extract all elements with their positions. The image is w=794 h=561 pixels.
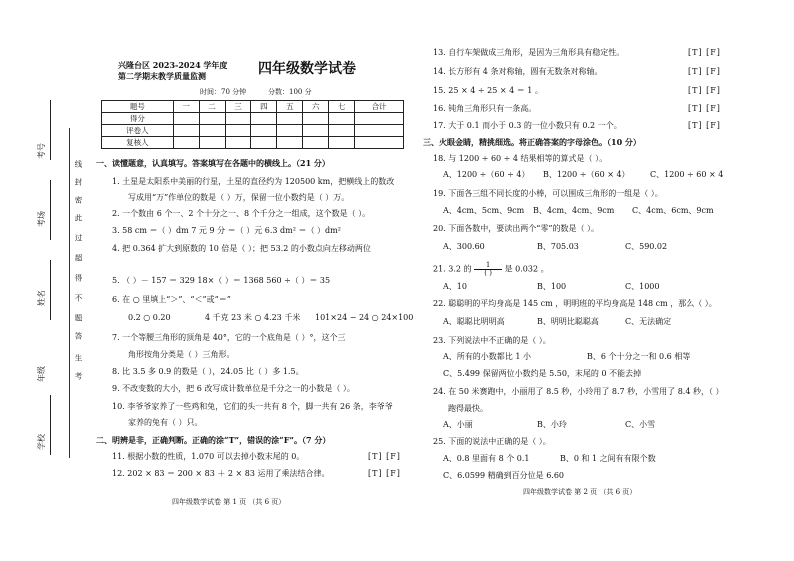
- question-6-b: 4 千克 23 米 ○ 4.23 千米: [205, 313, 301, 322]
- question-3: 3. 58 cm ＝（ ）dm 7 元 9 分 ＝（ ）元 6.3 dm² ＝（ ）dm²: [112, 226, 341, 235]
- score-cell[interactable]: [173, 137, 199, 149]
- score-cell[interactable]: [251, 137, 277, 149]
- question-11: 11. 根据小数的性质，1.070 可以去掉小数末尾的 0。: [112, 452, 305, 461]
- label-school: 学校: [37, 434, 46, 450]
- question-23: 23. 下列说法中不正确的是（ ）。: [433, 336, 551, 345]
- tf-choice-13[interactable]: [T] [F]: [688, 48, 721, 57]
- binding-line: [69, 128, 70, 458]
- notice-char: 生: [74, 354, 83, 363]
- score-cell[interactable]: [355, 137, 404, 149]
- tf-choice-16[interactable]: [T] [F]: [688, 104, 721, 113]
- question-16: 16. 钝角三角形只有一条高。: [433, 104, 537, 113]
- question-6: 6. 在 ○ 里填上“＞”、“＜”或“＝”: [112, 295, 231, 304]
- grade-blank: [50, 395, 51, 455]
- question-21-text: 21. 3.2 的: [433, 264, 472, 274]
- score-cell[interactable]: [173, 125, 199, 137]
- score-cell[interactable]: [225, 125, 251, 137]
- option-24-c[interactable]: C、小雪: [625, 420, 656, 429]
- score-cell[interactable]: [303, 125, 329, 137]
- score-cell[interactable]: [303, 137, 329, 149]
- option-18-a[interactable]: A、1200 ÷（60 ÷ 4）: [443, 170, 530, 179]
- option-18-b[interactable]: B、1200 ÷（60 × 4）: [543, 170, 630, 179]
- col-header: 一: [173, 101, 199, 113]
- score-table-header: [102, 101, 404, 113]
- page-footer-left: 四年级数学试卷 第 1 页 （共 6 页）: [172, 498, 286, 506]
- option-20-c[interactable]: C、590.02: [625, 242, 668, 251]
- label-room: 考场: [37, 211, 46, 227]
- exam-line: 第二学期末教学质量监测: [118, 71, 206, 81]
- page-title: 四年级数学试卷: [258, 61, 356, 77]
- question-24: 24. 在 50 米赛跑中，小丽用了 8.5 秒，小玲用了 8.7 秒，小雪用了 8.4 秒，（ ）: [433, 387, 724, 396]
- question-9: 9. 不改变数的大小，把 6 改写成计数单位是千分之一的小数是（ ）。: [112, 384, 355, 393]
- notice-char: 此: [74, 214, 83, 223]
- number-blank: [50, 100, 51, 160]
- table-row: [102, 125, 404, 137]
- notice-char: 过: [74, 234, 83, 243]
- tf-choice-11[interactable]: [T] [F]: [368, 452, 401, 461]
- score-cell[interactable]: [199, 125, 225, 137]
- question-22: 22. 聪聪明的平均身高是 145 cm ，明明班的平均身高是 148 cm ，那么（ ）。: [433, 299, 717, 308]
- score-cell[interactable]: [355, 113, 404, 125]
- question-25: 25. 下面的说法中正确的是（ ）。: [433, 437, 551, 446]
- col-header: 七: [329, 101, 355, 113]
- question-17: 17. 大于 0.1 而小于 0.3 的一位小数只有 0.2 一个。: [433, 121, 622, 130]
- col-header: 三: [225, 101, 251, 113]
- option-23-a[interactable]: A、所有的小数都比 1 小: [443, 352, 531, 361]
- option-19-a[interactable]: A、4cm、5cm、9cm: [443, 206, 525, 215]
- option-24-b[interactable]: B、小玲: [537, 420, 567, 429]
- option-25-a[interactable]: A、0.8 里面有 8 个 0.1: [443, 454, 530, 463]
- question-14: 14. 长方形有 4 条对称轴，圆有无数条对称轴。: [433, 67, 603, 76]
- option-23-c[interactable]: C、5.499 保留两位小数约是 5.50，末尾的 0 不能去掉: [443, 369, 642, 378]
- question-7-cont: 角形按角分类是（ ）三角形。: [128, 350, 235, 359]
- question-24-cont: 跑得最快。: [448, 404, 488, 413]
- col-header: 五: [277, 101, 303, 113]
- notice-char: 封: [74, 178, 83, 187]
- question-4: 4. 把 0.364 扩大到原数的 10 倍是（ ）；把 53.2 的小数点向左移动两位: [112, 244, 371, 253]
- row-header: 复核人: [102, 137, 174, 149]
- score-cell[interactable]: [329, 113, 355, 125]
- time-info: 时间：70 分钟: [200, 88, 247, 96]
- fraction: [474, 262, 502, 277]
- room-blank: [50, 180, 51, 240]
- score-cell[interactable]: [329, 125, 355, 137]
- score-cell[interactable]: [277, 137, 303, 149]
- question-8: 8. 比 3.5 多 0.9 的数是（ ），24.05 比（ ）多 1.5。: [112, 367, 304, 376]
- tf-choice-17[interactable]: [T] [F]: [688, 121, 721, 130]
- notice-char: 密: [74, 196, 83, 205]
- question-18: 18. 与 1200 ÷ 60 ÷ 4 结果相等的算式是（ ）。: [433, 154, 608, 163]
- fraction-numerator: 1: [485, 261, 491, 269]
- row-header: 评卷人: [102, 125, 174, 137]
- score-cell[interactable]: [225, 113, 251, 125]
- score-cell[interactable]: [199, 137, 225, 149]
- notice-char: 不: [74, 294, 83, 303]
- option-21-a[interactable]: A、10: [443, 282, 467, 291]
- score-cell[interactable]: [251, 125, 277, 137]
- score-cell[interactable]: [355, 125, 404, 137]
- question-20: 20. 下面各数中，要读出两个“零”的数是（ ）。: [433, 224, 599, 233]
- score-cell[interactable]: [277, 113, 303, 125]
- question-2: 2. 一个数由 6 个一、2 个十分之一、8 个千分之一组成，这个数是（ ）。: [112, 209, 371, 218]
- table-row: [102, 137, 404, 149]
- page-footer-right: 四年级数学试卷 第 2 页 （共 6 页）: [523, 488, 637, 496]
- option-19-c[interactable]: C、4cm、6cm、9cm: [632, 206, 714, 215]
- score-cell[interactable]: [199, 113, 225, 125]
- option-19-b[interactable]: B、4cm、4cm、9cm: [533, 206, 615, 215]
- score-info: 分数：100 分: [268, 88, 312, 96]
- fraction-denominator[interactable]: ( ): [484, 269, 492, 277]
- option-21-c[interactable]: C、1000: [625, 282, 660, 291]
- option-25-c[interactable]: C、6.0599 精确到百分位是 6.60: [443, 471, 565, 480]
- col-header: 二: [199, 101, 225, 113]
- label-name: 姓名: [37, 290, 46, 306]
- col-header: 题号: [102, 101, 174, 113]
- option-22-a[interactable]: A、聪聪比明明高: [443, 317, 505, 326]
- option-25-b[interactable]: B、0 和 1 之间有有限个数: [560, 454, 656, 463]
- option-20-a[interactable]: A、300.60: [443, 242, 485, 251]
- option-20-b[interactable]: B、705.03: [537, 242, 579, 251]
- score-cell[interactable]: [329, 137, 355, 149]
- col-header: 四: [251, 101, 277, 113]
- tf-choice-14[interactable]: [T] [F]: [688, 67, 721, 76]
- question-13: 13. 自行车架做成三角形，是因为三角形具有稳定性。: [433, 48, 625, 57]
- option-21-b[interactable]: B、100: [537, 282, 567, 291]
- question-12: 12. 202 × 83 ＝ 200 × 83 ＋ 2 × 83 运用了乘法结合律。: [112, 469, 330, 478]
- row-header: 得分: [102, 113, 174, 125]
- name-blank: [50, 260, 51, 320]
- label-grade: 年级: [37, 366, 46, 382]
- option-22-b[interactable]: B、明明比聪聪高: [537, 317, 599, 326]
- district-line: 兴隆台区 2023-2024 学年度: [118, 60, 228, 70]
- question-1-cont: 写成用“万”作单位的数是（ ）万，保留一位小数约是（ ）万。: [128, 193, 350, 202]
- notice-char: 得: [74, 274, 83, 283]
- section-3-title: 三、火眼金睛，精挑细选。将正确答案的字母涂色。（10 分）: [423, 137, 641, 147]
- section-2-title: 二、明辨是非，正确判断。正确的涂“T”，错误的涂“F”。（7 分）: [96, 435, 331, 445]
- score-cell[interactable]: [303, 113, 329, 125]
- col-header: 六: [303, 101, 329, 113]
- label-number: 考号: [37, 143, 46, 159]
- table-row: [102, 113, 404, 125]
- notice-char: 题: [74, 314, 83, 323]
- question-10: 10. 李爷爷家养了一些鸡和兔，它们的头一共有 8 个，脚一共有 26 条，李爷爷: [112, 402, 393, 411]
- section-1-title: 一、读懂题意，认真填写。答案填写在各题中的横线上。（21 分）: [96, 158, 330, 168]
- notice-char: 答: [74, 332, 83, 341]
- tf-choice-15[interactable]: [T] [F]: [688, 86, 721, 95]
- tf-choice-12[interactable]: [T] [F]: [368, 469, 401, 478]
- question-19: 19. 下面各三组不同长度的小棒，可以围成三角形的一组是（ ）。: [433, 189, 663, 198]
- option-23-b[interactable]: B、6 个十分之一和 0.6 相等: [587, 352, 691, 361]
- question-5: 5. （ ）－ 157 ＝ 329 18×（ ）＝ 1368 560 ÷（ ）＝ 35: [112, 276, 331, 285]
- question-15: 15. 25 × 4 ÷ 25 × 4 ＝ 1 。: [433, 86, 543, 95]
- score-cell[interactable]: [225, 137, 251, 149]
- question-7: 7. 一个等腰三角形的顶角是 40°，它的一个底角是（ ）°，这个三: [112, 333, 346, 342]
- question-6-a: 0.2 ○ 0.20: [128, 313, 171, 322]
- option-24-a[interactable]: A、小丽: [443, 420, 473, 429]
- score-table: [101, 100, 404, 149]
- score-cell[interactable]: [251, 113, 277, 125]
- question-21: [433, 262, 549, 277]
- notice-char: 超: [74, 254, 83, 263]
- notice-char: 考: [74, 372, 83, 381]
- question-21-tail: 是 0.032 。: [504, 264, 549, 274]
- col-header: 合计: [355, 101, 404, 113]
- question-1: 1. 土星是太阳系中美丽的行星，土星的直径约为 120500 km，把横线上的数改: [112, 177, 395, 186]
- question-10-cont: 家养的兔有（ ）只。: [128, 418, 203, 427]
- option-18-c[interactable]: C、1200 ÷ 60 × 4: [650, 170, 724, 179]
- option-22-c[interactable]: C、无法确定: [625, 317, 672, 326]
- score-cell[interactable]: [277, 125, 303, 137]
- notice-char: 线: [74, 160, 83, 169]
- score-cell[interactable]: [173, 113, 199, 125]
- question-6-c: 101×24 − 24 ○ 24×100: [315, 313, 414, 322]
